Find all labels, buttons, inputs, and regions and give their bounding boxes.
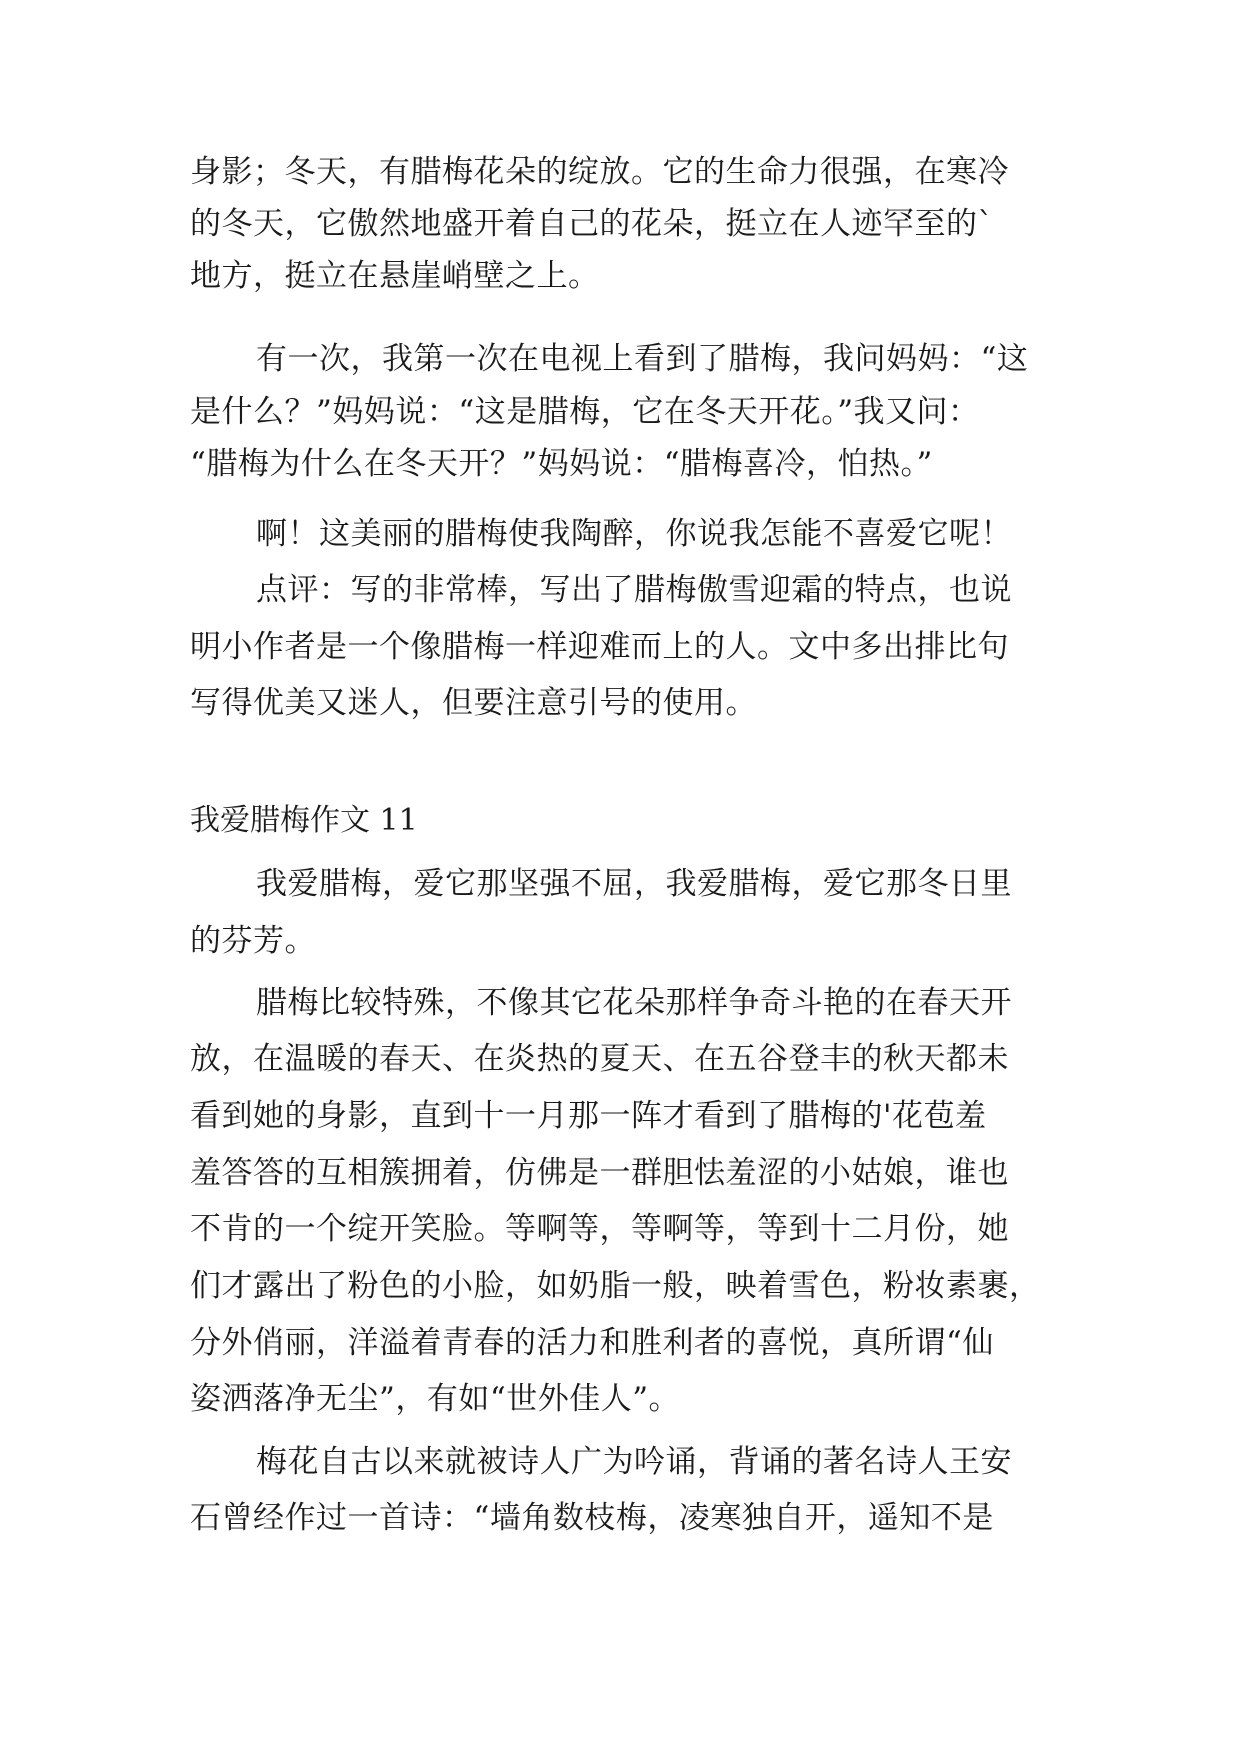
text-line: 写得优美又迷人，但要注意引号的使用。: [190, 685, 757, 721]
text-line: 的冬天，它傲然地盛开着自己的花朵，挺立在人迹罕至的`: [190, 206, 994, 242]
text-line: 是什么？”妈妈说：“这是腊梅，它在冬天开花。”我又问：: [190, 394, 980, 430]
text-line: 身影；冬天，有腊梅花朵的绽放。它的生命力很强，在寒冷: [190, 154, 1009, 190]
text-line: 梅花自古以来就被诗人广为吟诵，背诵的著名诗人王安: [256, 1444, 1012, 1480]
text-line: 明小作者是一个像腊梅一样迎难而上的人。文中多出排比句: [190, 629, 1009, 665]
text-line: 羞答答的互相簇拥着，仿佛是一群胆怯羞涩的小姑娘，谁也: [190, 1155, 1009, 1191]
text-line: 有一次，我第一次在电视上看到了腊梅，我问妈妈：“这: [256, 341, 1029, 377]
text-line: 看到她的身影，直到十一月那一阵才看到了腊梅的'花苞羞: [190, 1098, 987, 1134]
text-line: 点评：写的非常棒，写出了腊梅傲雪迎霜的特点，也说: [256, 572, 1012, 608]
text-line: 姿洒落净无尘”，有如“世外佳人”。: [190, 1381, 681, 1417]
text-line: 的芬芳。: [190, 923, 316, 959]
text-line: 们才露出了粉色的小脸，如奶脂一般，映着雪色，粉妆素裹，: [190, 1268, 1041, 1304]
text-line: “腊梅为什么在冬天开？”妈妈说：“腊梅喜冷，怕热。”: [190, 446, 933, 482]
text-line: 石曾经作过一首诗：“墙角数枝梅，凌寒独自开，遥知不是: [190, 1500, 994, 1536]
text-line: 分外俏丽，洋溢着青春的活力和胜利者的喜悦，真所谓“仙: [190, 1325, 994, 1361]
text-line: 地方，挺立在悬崖峭壁之上。: [190, 258, 600, 294]
section-heading: 我爱腊梅作文 11: [190, 803, 418, 838]
text-line: 啊！这美丽的腊梅使我陶醉，你说我怎能不喜爱它呢！: [256, 516, 1012, 552]
text-line: 不肯的一个绽开笑脸。等啊等，等啊等，等到十二月份，她: [190, 1211, 1009, 1247]
text-line: 我爱腊梅，爱它那坚强不屈，我爱腊梅，爱它那冬日里: [256, 866, 1012, 902]
text-line: 放，在温暖的春天、在炎热的夏天、在五谷登丰的秋天都未: [190, 1041, 1009, 1077]
text-line: 腊梅比较特殊，不像其它花朵那样争奇斗艳的在春天开: [256, 985, 1012, 1021]
